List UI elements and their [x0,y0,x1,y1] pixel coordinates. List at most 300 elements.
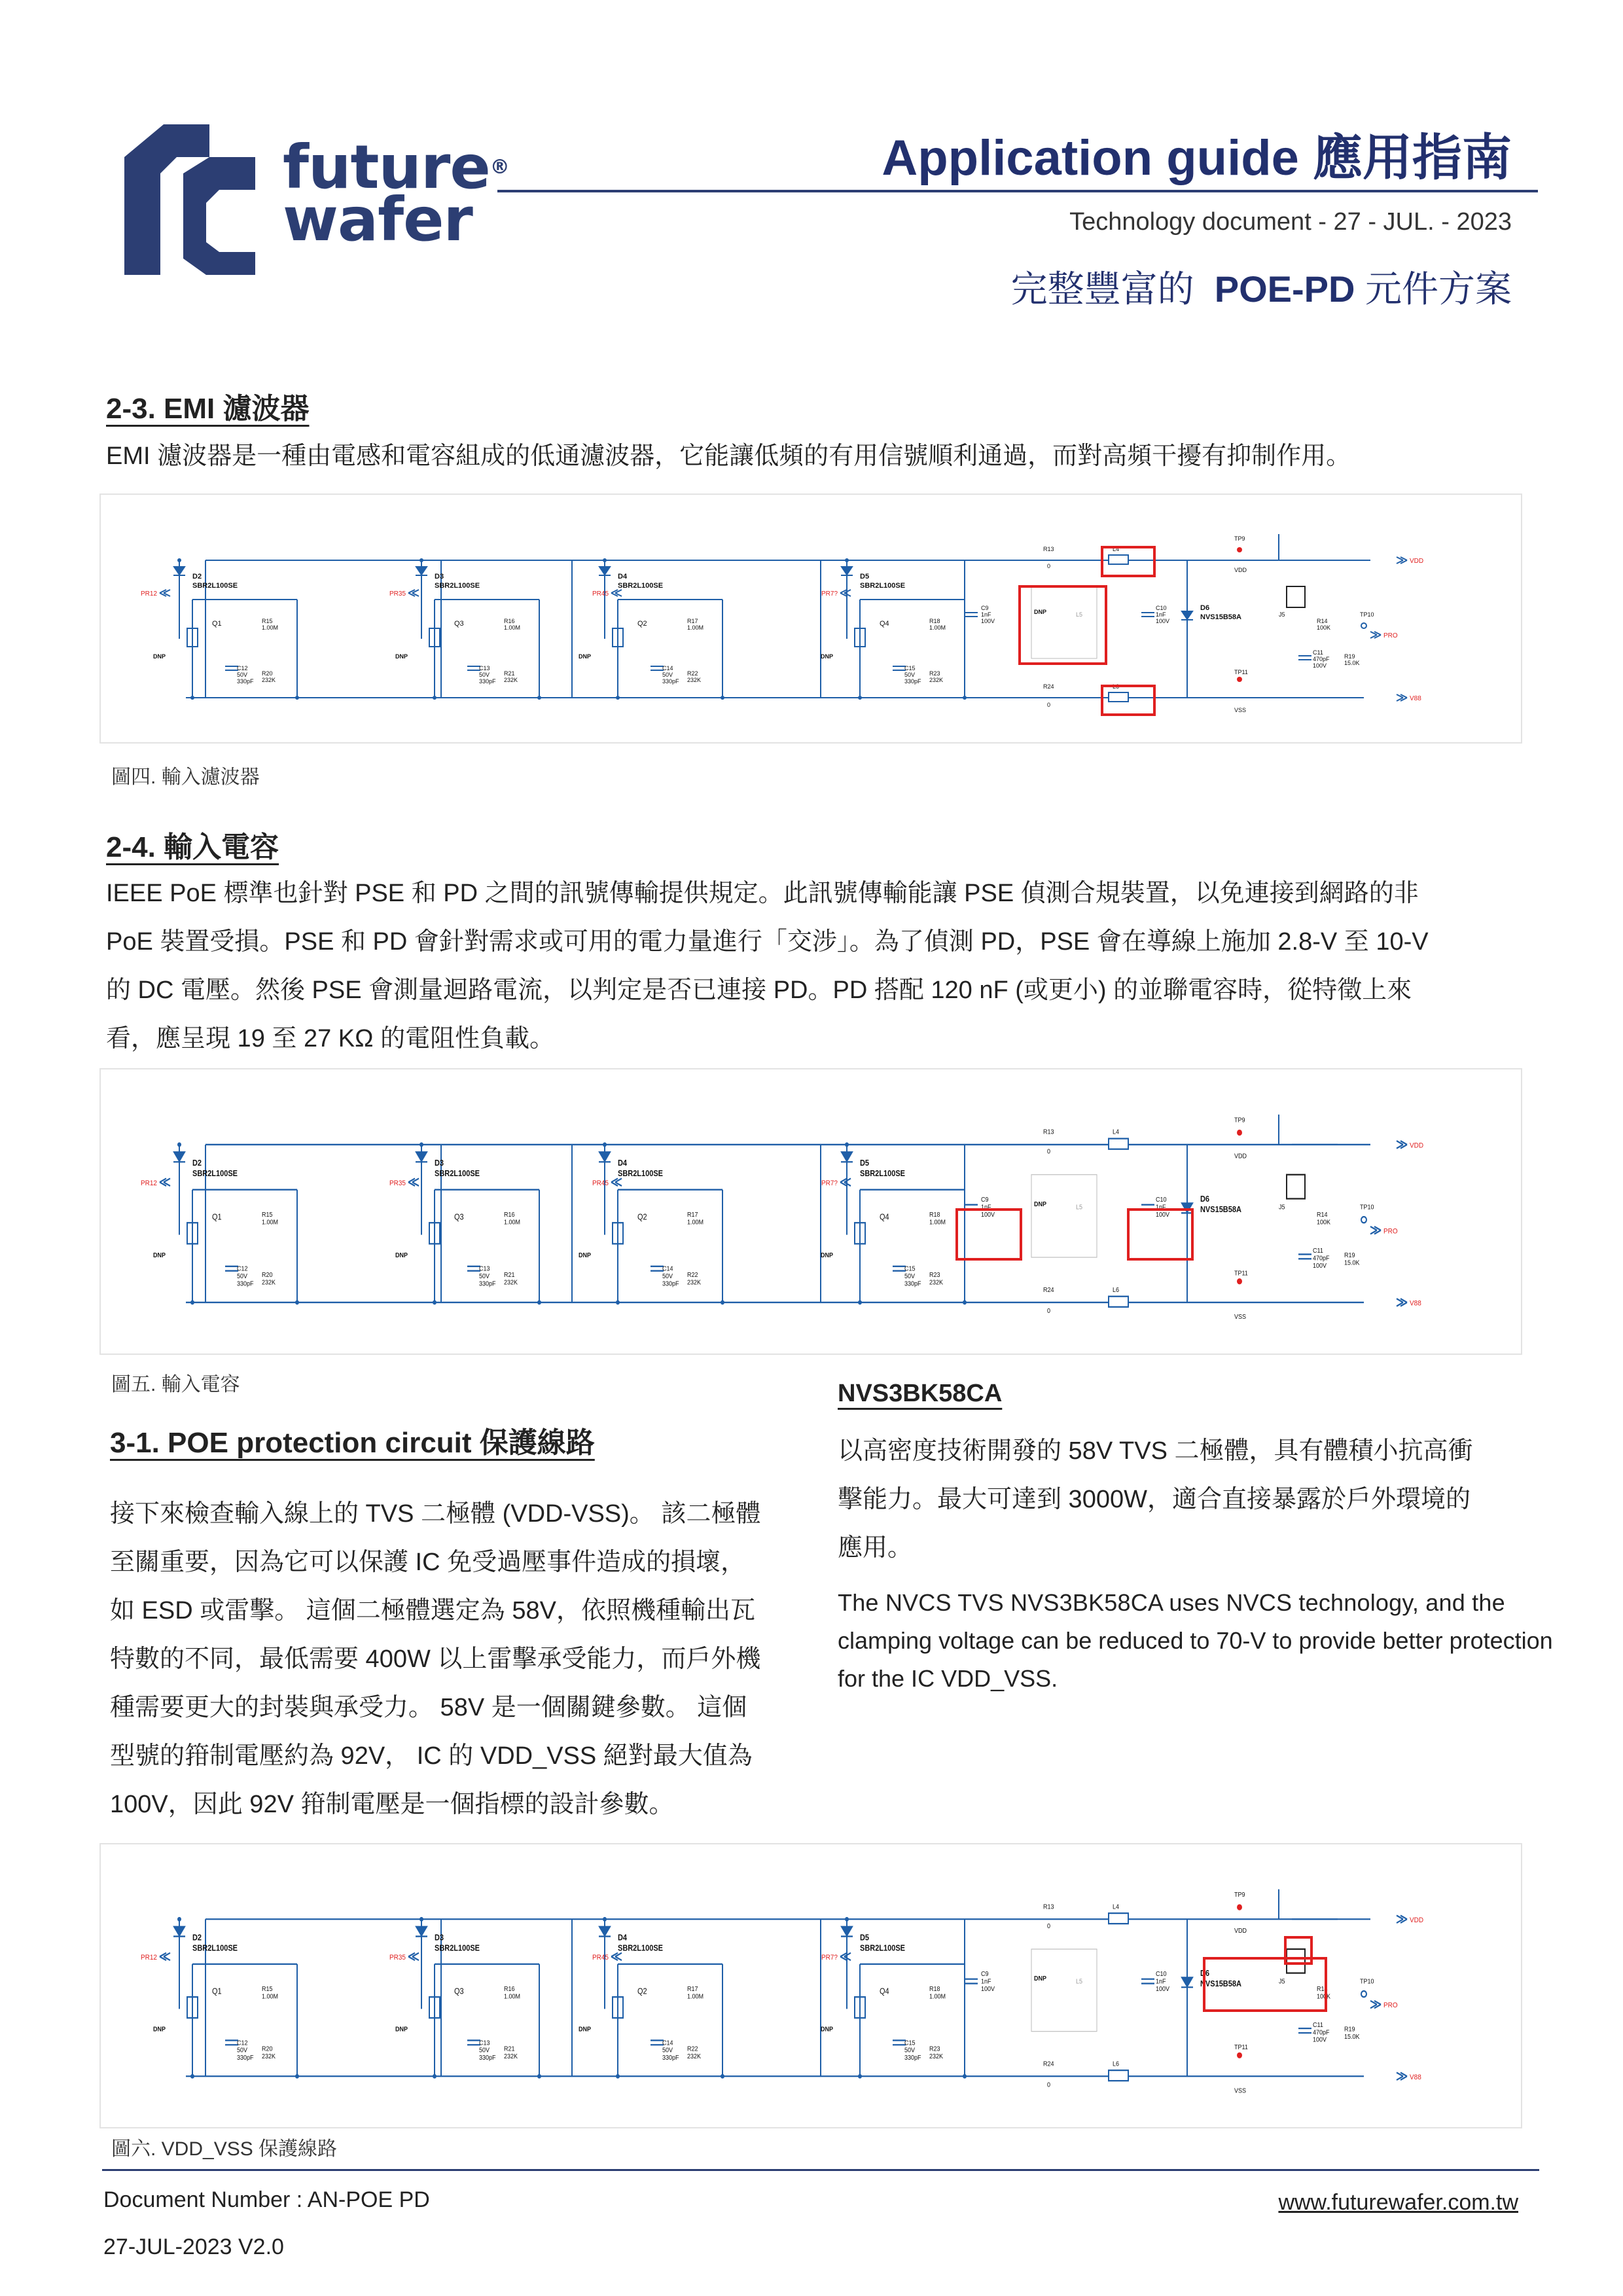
cap-value-label: 330pF [479,2054,496,2062]
junction-dot-icon [419,1142,423,1147]
inductor-l6-icon [1109,1297,1128,1307]
diode-ref-label: D3 [435,1158,444,1168]
paragraph-line: PoE 裝置受損。PSE 和 PD 會針對需求或可用的電力量進行「交涉」。為了偵測 PD，PSE 會在導線上施加 2.8-V 至 10-V [106,928,1429,956]
tvs-diode-icon [1181,611,1193,620]
junction-dot-icon [721,696,724,700]
resistor-ref-label: R18 [929,618,940,624]
dnp-label: DNP [1034,609,1047,615]
r19-value-label: 15.0K [1344,2033,1360,2041]
resistor-value-label: 232K [262,1278,276,1287]
cap-voltage-label: 50V [479,2047,490,2054]
tp9-label: TP9 [1234,535,1245,542]
capacitor-icon [651,2040,664,2045]
r24-value-label: 0 [1047,1307,1051,1316]
c10-value-label: 1nF [1156,611,1166,618]
logo-text-future: future [283,132,490,202]
cap-voltage-label: 50V [479,672,490,678]
diode-ref-label: D2 [192,573,202,581]
logo-registered-mark: ® [490,156,509,179]
cap-value-label: 330pF [662,2054,679,2062]
capacitor-icon [1298,1254,1311,1259]
junction-dot-icon [177,1917,181,1922]
resistor-ref-label: R20 [262,2045,273,2053]
l5-ref-label: L5 [1076,1204,1082,1211]
fet-ref-label: Q1 [212,620,222,628]
resistor-value-label: 232K [929,2053,944,2061]
resistor-ref-label: R16 [504,618,515,624]
c9-ref-label: C9 [981,1196,989,1204]
net-label-pr12: PR12 [141,1179,157,1188]
junction-dot-icon [858,2074,862,2079]
net-label-v88: V88 [1410,695,1421,702]
paragraph-line: 種需要更大的封裝與承受力。 58V 是一個關鍵參數。 這個 [110,1694,747,1721]
diode-ref-label: D5 [860,1158,870,1168]
inductor-l4-icon [1109,1139,1128,1149]
inductor-l5-icon [1031,1175,1097,1257]
diode-icon [416,1152,427,1162]
diode-ref-label: D3 [435,1932,444,1943]
r14-ref-label: R14 [1317,618,1328,624]
junction-dot-icon [616,2074,620,2079]
resistor-ref-label: R17 [687,1985,698,1994]
cap-ref-label: C15 [904,2039,916,2047]
diode-icon [599,1152,611,1162]
c9-voltage-label: 100V [981,1211,995,1219]
cap-voltage-label: 50V [237,672,248,678]
capacitor-icon [965,1979,978,1984]
capacitor-icon [1141,1979,1154,1984]
junction-dot-icon [963,696,967,700]
net-arrow-icon [1397,694,1407,701]
highlight-l5 [1018,585,1107,665]
cap-value-label: 330pF [904,2054,921,2062]
cap-voltage-label: 50V [662,1272,673,1281]
net-label-pro: PRO [1383,1227,1398,1236]
net-arrow-icon [1370,2001,1381,2008]
jumper-j5-icon [1287,586,1305,607]
resistor-ref-label: R22 [687,670,698,677]
cap-ref-label: C12 [237,665,248,672]
test-point-icon [1237,2053,1242,2058]
c11-value-label: 470pF [1313,656,1330,662]
c9-value-label: 1nF [981,611,991,618]
tp10-label: TP10 [1360,1204,1374,1211]
fet-ref-label: Q4 [880,1986,889,1996]
diode-part-label: SBR2L100SE [860,1943,906,1953]
resistor-value-label: 1.00M [929,1218,946,1227]
dnp-label: DNP [821,2026,833,2034]
technology-document-date: Technology document - 27 - JUL. - 2023 [1069,208,1512,236]
cap-ref-label: C15 [904,665,916,672]
resistor-ref-label: R15 [262,618,273,624]
r14-ref-label: R14 [1317,1985,1328,1994]
r13-value-label: 0 [1047,563,1051,569]
junction-dot-icon [419,1917,423,1922]
paragraph-line: 型號的箝制電壓約為 92V， IC 的 VDD_VSS 絕對最大值為 [110,1742,753,1770]
cap-ref-label: C13 [479,1265,490,1273]
diode-part-label: SBR2L100SE [435,582,480,590]
r24-value-label: 0 [1047,702,1051,708]
highlight-c10 [1127,1208,1194,1261]
resistor-ref-label: R18 [929,1985,940,1994]
capacitor-icon [467,2040,480,2045]
resistor-value-label: 232K [929,1278,943,1287]
paragraph-line: The NVCS TVS NVS3BK58CA uses NVCS technology, and the [838,1589,1505,1616]
schematic-diagram [101,1069,1521,1354]
diode-part-label: SBR2L100SE [860,1168,906,1179]
fet-ref-label: Q2 [637,1211,647,1222]
c10-value-label: 1nF [1156,1204,1166,1211]
company-logo [111,111,509,281]
c11-ref-label: C11 [1313,649,1323,656]
r19-value-label: 15.0K [1344,1259,1360,1267]
c11-voltage-label: 100V [1313,1262,1327,1270]
diode-icon [841,1927,853,1937]
d6-ref-label: D6 [1200,1194,1210,1204]
resistor-value-label: 232K [687,1278,701,1287]
junction-dot-icon [721,2074,724,2079]
cap-value-label: 330pF [479,1280,496,1288]
paragraph-line: 看，應呈現 19 至 27 KΩ 的電阻性負載。 [106,1025,555,1052]
junction-dot-icon [721,1300,724,1304]
dnp-label: DNP [579,1251,591,1260]
c10-voltage-label: 100V [1156,618,1170,624]
vdd-label: VDD [1234,567,1247,573]
resistor-value-label: 1.00M [929,1992,946,2001]
nvs-description-zh [838,1427,1525,1572]
dnp-label: DNP [153,653,166,660]
resistor-value-label: 1.00M [504,1218,520,1227]
section-body-2-4 [106,869,1520,1063]
jumper-j5-icon [1287,1175,1305,1199]
resistor-ref-label: R23 [929,670,940,677]
capacitor-icon [225,2040,238,2045]
net-arrow-icon [1397,1141,1407,1148]
c11-value-label: 470pF [1312,2028,1330,2037]
resistor-ref-label: R16 [504,1211,515,1219]
cap-voltage-label: 50V [662,672,673,678]
diode-icon [416,567,427,575]
paragraph-line: IEEE PoE 標準也針對 PSE 和 PD 之間的訊號傳輸提供規定。此訊號傳輸能讓 PSE 偵測合規裝置，以免連接到網路的非 [106,880,1419,907]
test-point-icon [1237,547,1242,552]
c10-voltage-label: 100V [1156,1211,1169,1219]
net-arrow-icon [840,1953,851,1960]
net-label-pr12: PR12 [140,590,157,598]
net-arrow-icon [1397,1916,1407,1923]
logo-mark-icon [111,111,268,281]
junction-dot-icon [190,696,194,700]
resistor-ref-label: R15 [262,1211,273,1219]
cap-value-label: 330pF [479,678,496,685]
dnp-label: DNP [579,653,592,660]
capacitor-icon [1298,656,1311,660]
c9-value-label: 1nF [981,1204,991,1211]
cap-value-label: 330pF [904,678,921,685]
junction-dot-icon [616,696,620,700]
r14-ref-label: R14 [1317,1211,1328,1219]
tp11-label: TP11 [1234,1270,1248,1278]
r13-ref-label: R13 [1043,1128,1054,1136]
l4-ref-label: L4 [1113,546,1120,552]
net-label-pr35: PR35 [389,590,406,598]
c11-value-label: 470pF [1313,1255,1330,1263]
j5-label: J5 [1279,1204,1285,1211]
net-label-pro: PRO [1383,2001,1398,2010]
diode-part-label: SBR2L100SE [618,1168,664,1179]
cap-voltage-label: 50V [237,1272,247,1281]
vss-label: VSS [1234,707,1247,713]
section-heading-2-3: 2-3. EMI 濾波器 [106,393,310,425]
diode-ref-label: D4 [618,573,628,581]
c11-ref-label: C11 [1312,2021,1323,2030]
resistor-ref-label: R17 [687,1211,698,1219]
capacitor-icon [893,1266,906,1271]
fet-ref-label: Q2 [637,620,647,628]
vss-label: VSS [1234,2087,1246,2095]
diode-part-label: SBR2L100SE [618,1943,664,1953]
resistor-value-label: 1.00M [262,1218,278,1227]
net-arrow-icon [1397,2073,1407,2080]
cap-ref-label: C14 [662,1265,673,1273]
footer-divider [102,2169,1539,2171]
j5-label: J5 [1279,611,1285,618]
subtitle-prefix: 完整豐富的 [1010,268,1194,310]
highlight-j5 [1284,1936,1313,1965]
resistor-value-label: 1.00M [262,624,279,631]
tp10-label: TP10 [1360,611,1374,618]
resistor-ref-label: R22 [687,1271,698,1280]
diode-ref-label: D5 [860,573,870,581]
net-arrow-icon [1397,1299,1407,1306]
l5-ref-label: L5 [1076,611,1083,618]
net-arrow-icon [611,1953,622,1960]
dnp-label: DNP [395,1251,408,1260]
c11-voltage-label: 100V [1312,2036,1327,2044]
logo-text-wafer: wafer [283,185,473,255]
diode-icon [599,1927,611,1937]
test-point-icon [1237,1278,1242,1284]
figure-caption-6: 圖六. VDD_VSS 保護線路 [111,2138,338,2160]
capacitor-icon [893,2040,906,2045]
resistor-ref-label: R15 [262,1985,273,1994]
fet-ref-label: Q4 [880,620,889,628]
tp9-label: TP9 [1234,1891,1245,1899]
cap-ref-label: C12 [237,1265,248,1273]
net-arrow-icon [1370,1227,1381,1234]
junction-dot-icon [295,2074,299,2079]
junction-dot-icon [537,696,541,700]
diode-part-label: SBR2L100SE [192,582,238,590]
dnp-label: DNP [153,1251,166,1260]
r19-ref-label: R19 [1344,653,1355,660]
net-label-pr78: PR7? [821,1179,838,1188]
junction-dot-icon [177,558,181,562]
tp10-label: TP10 [1360,1978,1374,1986]
resistor-ref-label: R20 [262,670,273,677]
cap-ref-label: C15 [904,1265,916,1273]
dnp-label: DNP [1034,1200,1046,1209]
fet-ref-label: Q2 [637,1986,647,1996]
paragraph-line: 至關重要，因為它可以保護 IC 免受過壓事件造成的損壞， [110,1549,746,1576]
cap-voltage-label: 50V [662,2047,673,2054]
figure-caption-5: 圖五. 輸入電容 [111,1374,240,1395]
footer-document-number: Document Number : AN-POE PD [103,2187,430,2212]
junction-dot-icon [295,696,299,700]
resistor-ref-label: R21 [504,670,515,677]
junction-dot-icon [433,1300,437,1304]
fet-ref-label: Q4 [880,1211,889,1222]
cap-voltage-label: 50V [904,2047,916,2054]
cap-voltage-label: 50V [479,1272,490,1281]
resistor-ref-label: R20 [262,1271,273,1280]
junction-dot-icon [537,1300,541,1304]
l5-ref-label: L5 [1076,1978,1083,1986]
resistor-value-label: 232K [504,1278,518,1287]
c10-voltage-label: 100V [1156,1985,1170,1994]
dnp-label: DNP [1034,1975,1046,1983]
tp9-label: TP9 [1234,1116,1245,1124]
highlight-d6 [1203,1957,1327,2012]
d6-ref-label: D6 [1200,1968,1210,1979]
resistor-ref-label: R23 [929,1271,940,1280]
cap-value-label: 330pF [662,1280,679,1288]
dnp-label: DNP [153,2026,166,2034]
highlight-c9 [955,1208,1022,1261]
resistor-value-label: 1.00M [687,1992,704,2001]
resistor-ref-label: R23 [929,2045,940,2053]
paragraph-line: 特數的不同，最低需要 400W 以上雷擊承受能力，而戶外機 [110,1645,761,1673]
capacitor-icon [965,613,978,617]
net-arrow-icon [1370,632,1381,638]
junction-dot-icon [858,696,862,700]
paragraph-line: 以高密度技術開發的 58V TVS 二極體，具有體積小抗高衝 [838,1437,1473,1465]
r13-value-label: 0 [1047,1922,1051,1931]
junction-dot-icon [603,1142,607,1147]
highlight-l6 [1101,685,1156,716]
capacitor-icon [1298,2028,1311,2033]
net-label-vdd: VDD [1410,1916,1424,1925]
subtitle-bold: POE-PD [1214,268,1355,310]
net-arrow-icon [408,590,419,596]
diode-icon [599,567,611,575]
junction-dot-icon [433,696,437,700]
net-label-pro: PRO [1383,632,1398,639]
schematic-diagram [101,495,1521,742]
nvs-description-en [838,1584,1553,1698]
r14-value-label: 100K [1317,624,1331,631]
fet-ref-label: Q3 [454,1211,464,1222]
junction-dot-icon [963,1300,967,1304]
header-divider [497,190,1538,192]
net-label-v88: V88 [1410,1299,1421,1308]
resistor-ref-label: R16 [504,1985,515,1994]
paragraph-line: 如 ESD 或雷擊。 這個二極體選定為 58V，依照機種輸出瓦 [110,1597,755,1624]
j5-label: J5 [1279,1978,1285,1986]
dnp-label: DNP [579,2026,591,2034]
junction-dot-icon [858,1300,862,1304]
r19-ref-label: R19 [1344,2026,1355,2034]
l6-ref-label: L6 [1113,1286,1119,1295]
tp11-label: TP11 [1234,2043,1248,2052]
cap-value-label: 330pF [237,2054,254,2062]
diode-icon [841,1152,853,1162]
l6-ref-label: L6 [1113,2060,1120,2068]
section-body-2-3: EMI 濾波器是一種由電感和電容組成的低通濾波器，它能讓低頻的有用信號順利通過，而對高頻干擾有抑制作用。 [106,442,1351,470]
c11-voltage-label: 100V [1313,662,1327,669]
net-arrow-icon [408,1953,419,1960]
r24-ref-label: R24 [1043,1286,1054,1295]
l6-ref-label: L6 [1113,683,1120,690]
paragraph-line: 100V，因此 92V 箝制電壓是一個指標的設計參數。 [110,1791,674,1818]
paragraph-line: 的 DC 電壓。然後 PSE 會測量迴路電流，以判定是否已連接 PD。PD 搭配 120 nF (或更小) 的並聯電容時，從特徵上來 [106,977,1412,1004]
junction-dot-icon [177,1142,181,1147]
cap-ref-label: C14 [662,665,673,672]
cap-ref-label: C13 [479,665,490,672]
c11-ref-label: C11 [1313,1247,1323,1255]
dnp-label: DNP [395,2026,408,2034]
net-arrow-icon [160,590,170,596]
cap-value-label: 330pF [237,678,254,685]
d6-ref-label: D6 [1200,604,1210,612]
fet-ref-label: Q3 [454,1986,464,1996]
footer-website-link[interactable]: www.futurewafer.com.tw [1278,2190,1518,2215]
capacitor-icon [651,666,664,670]
r13-ref-label: R13 [1043,1903,1054,1911]
net-arrow-icon [408,1178,419,1185]
net-arrow-icon [160,1953,170,1960]
figure-input-capacitor [99,1068,1522,1355]
vdd-label: VDD [1234,1152,1247,1160]
diode-ref-label: D3 [435,573,444,581]
junction-dot-icon [295,1300,299,1304]
junction-dot-icon [616,1300,620,1304]
resistor-value-label: 232K [262,677,276,683]
diode-part-label: SBR2L100SE [860,582,906,590]
resistor-value-label: 232K [687,677,702,683]
fet-ref-label: Q1 [212,1986,222,1996]
test-point-icon [1361,1217,1366,1223]
subtitle-suffix: 元件方案 [1365,268,1512,310]
diode-part-label: SBR2L100SE [618,582,664,590]
resistor-ref-label: R21 [504,1271,515,1280]
r24-value-label: 0 [1047,2081,1051,2089]
net-arrow-icon [160,1178,170,1185]
r13-value-label: 0 [1047,1148,1051,1156]
r14-value-label: 100K [1317,1218,1330,1227]
junction-dot-icon [845,1917,849,1922]
junction-dot-icon [603,1917,607,1922]
figure-caption-4: 圖四. 輸入濾波器 [111,766,260,788]
net-label-vdd: VDD [1410,558,1424,565]
highlight-l4 [1101,546,1156,577]
resistor-ref-label: R22 [687,2045,698,2053]
resistor-value-label: 232K [504,2053,518,2061]
cap-voltage-label: 50V [904,672,916,678]
c10-ref-label: C10 [1156,605,1167,611]
diode-ref-label: D4 [618,1932,628,1943]
net-label-pr12: PR12 [141,1953,157,1962]
resistor-value-label: 232K [504,677,518,683]
d6-part-label: NVS15B58A [1200,1204,1241,1215]
resistor-value-label: 232K [262,2053,276,2061]
cap-value-label: 330pF [237,1280,254,1288]
junction-dot-icon [190,2074,194,2079]
c9-voltage-label: 100V [981,618,995,624]
net-label-pr78: PR7? [821,590,838,598]
diode-icon [173,1927,185,1937]
l4-ref-label: L4 [1113,1903,1120,1911]
junction-dot-icon [603,558,607,562]
